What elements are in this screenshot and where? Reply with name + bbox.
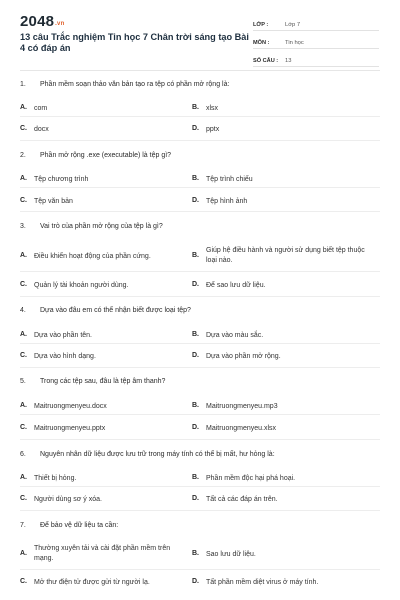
option-text: pptx <box>206 126 220 133</box>
row-divider <box>20 343 380 344</box>
page-header <box>0 0 400 64</box>
meta-value: Tin học <box>285 40 304 46</box>
option-letter: A. <box>20 175 27 182</box>
option-text: Phần mềm độc hại phá hoại. <box>206 475 296 482</box>
option-text: Tất cả các đáp án trên. <box>206 496 278 503</box>
option-text: Tệp văn bản <box>34 198 73 205</box>
question-text: Nguyên nhân dữ liệu được lưu trữ trong máy tính có thể bị mất, hư hỏng là: <box>40 451 275 458</box>
option-letter: B. <box>192 402 199 409</box>
option-text: Thường xuyên tải và cài đặt phần mềm trên mạng. <box>34 545 171 562</box>
option-letter: C. <box>20 125 27 132</box>
row-divider <box>20 367 380 368</box>
option-letter: A. <box>20 104 27 111</box>
option-letter: A. <box>20 550 27 557</box>
option-text: Maitruongmenyeu.docx <box>34 403 107 410</box>
option-text: Tệp hình ảnh <box>206 198 248 205</box>
meta-label: LỚP : <box>253 22 269 28</box>
option-letter: D. <box>192 197 199 204</box>
option-text: docx <box>34 126 49 133</box>
option-text: Điều khiển hoạt động của phần cứng. <box>34 253 151 260</box>
option-letter: C. <box>20 578 27 585</box>
question-text: Phần mở rộng .exe (executable) là tệp gì? <box>40 152 172 159</box>
option-letter: D. <box>192 424 199 431</box>
option-text: Dựa vào màu sắc. <box>206 332 264 339</box>
option-text: Tệp chương trình <box>34 176 89 183</box>
option-text: Để sao lưu dữ liệu. <box>206 282 266 289</box>
option-text: Dựa vào phần mở rộng. <box>206 353 281 360</box>
option-letter: B. <box>192 175 199 182</box>
meta-value: Lớp 7 <box>285 22 301 28</box>
option-text: Maitruongmenyeu.pptx <box>34 425 106 432</box>
option-text: Dựa vào hình dạng. <box>34 353 96 360</box>
question-number: 3. <box>20 223 26 230</box>
option-letter: C. <box>20 495 27 502</box>
question-number: 2. <box>20 152 26 159</box>
logo-suffix: .vn <box>55 21 65 27</box>
row-divider <box>20 116 380 117</box>
quiz-meta <box>253 15 379 69</box>
option-letter: D. <box>192 125 199 132</box>
option-letter: C. <box>20 281 27 288</box>
option-letter: B. <box>192 252 199 259</box>
row-divider <box>20 510 380 511</box>
meta-label: MÔN : <box>253 40 270 46</box>
question-text: Trong các tệp sau, đâu là tệp âm thanh? <box>40 378 166 385</box>
question-text: Vai trò của phần mở rộng của tệp là gì? <box>40 223 163 230</box>
question-number: 1. <box>20 81 26 88</box>
option-text: com <box>34 105 48 112</box>
option-text: Người dùng sơ ý xóa. <box>34 496 102 503</box>
option-letter: A. <box>20 252 27 259</box>
row-divider <box>20 439 380 440</box>
option-text: Dựa vào phần tên. <box>34 332 93 339</box>
question-number: 4. <box>20 307 26 314</box>
option-letter: C. <box>20 352 27 359</box>
option-letter: D. <box>192 495 199 502</box>
option-letter: A. <box>20 331 27 338</box>
option-text: Giúp hệ điều hành và người sử dụng biết tệp thuộc loại nào. <box>206 247 365 264</box>
option-text: Sao lưu dữ liệu. <box>206 551 256 558</box>
row-divider <box>20 414 380 415</box>
option-text: Tệp trình chiếu <box>206 176 253 183</box>
meta-row-count <box>253 51 379 67</box>
row-divider <box>20 271 380 272</box>
option-letter: A. <box>20 402 27 409</box>
question-text: Dựa vào đâu em có thể nhận biết được loại tệp? <box>40 307 191 314</box>
option-text: xlsx <box>206 105 219 112</box>
row-divider <box>20 296 380 297</box>
option-letter: D. <box>192 281 199 288</box>
option-text: Maitruongmenyeu.mp3 <box>206 403 278 410</box>
row-divider <box>20 486 380 487</box>
option-text: Mở thư điện tử được gửi từ người lạ. <box>34 579 150 586</box>
question-text: Để bảo vệ dữ liệu ta cần: <box>40 522 119 529</box>
row-divider <box>20 187 380 188</box>
meta-row-subject <box>253 33 379 49</box>
question-number: 6. <box>20 451 26 458</box>
header-divider <box>20 70 380 71</box>
option-text: Tất phần mềm diệt virus ở máy tính. <box>206 579 319 586</box>
option-letter: D. <box>192 578 199 585</box>
page-title: 13 câu Trắc nghiệm Tin học 7 Chân trời sáng tạo Bài 4 có đáp án <box>20 32 249 53</box>
option-letter: B. <box>192 550 199 557</box>
option-letter: B. <box>192 331 199 338</box>
option-letter: B. <box>192 474 199 481</box>
option-letter: A. <box>20 474 27 481</box>
option-letter: B. <box>192 104 199 111</box>
meta-label: SỐ CÂU : <box>253 58 279 64</box>
option-letter: C. <box>20 424 27 431</box>
site-logo[interactable] <box>20 13 64 30</box>
meta-row-class <box>253 15 379 31</box>
question-number: 7. <box>20 522 26 529</box>
row-divider <box>20 211 380 212</box>
question-number: 5. <box>20 378 26 385</box>
option-letter: C. <box>20 197 27 204</box>
row-divider <box>20 569 380 570</box>
option-text: Thiết bị hỏng. <box>34 475 77 482</box>
option-text: Maitruongmenyeu.xlsx <box>206 425 277 432</box>
option-text: Quản lý tài khoản người dùng. <box>34 282 129 289</box>
question-text: Phần mềm soạn thảo văn bản tạo ra tệp có phần mở rộng là: <box>40 81 230 88</box>
option-letter: D. <box>192 352 199 359</box>
row-divider <box>20 140 380 141</box>
logo-text: 2048 <box>20 13 55 30</box>
meta-value: 13 <box>285 58 292 64</box>
